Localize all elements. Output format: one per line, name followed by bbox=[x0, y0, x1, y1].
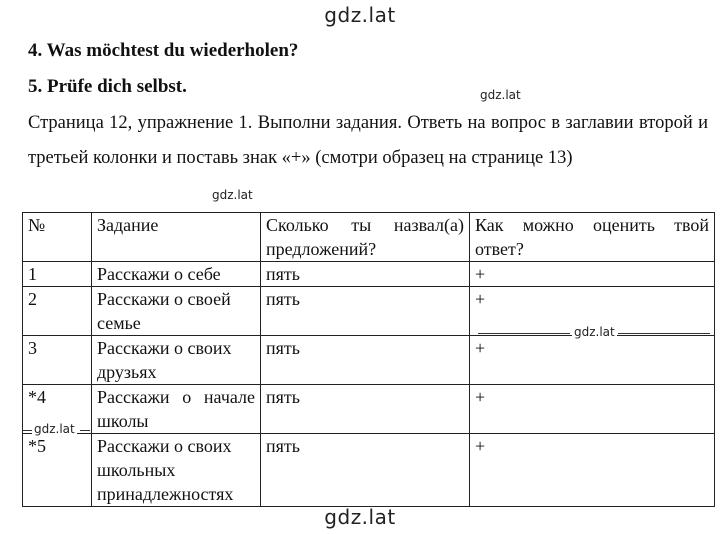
header-num: № bbox=[23, 213, 92, 262]
row-task: Расскажи о своих друзьях bbox=[92, 336, 261, 385]
row-num: *5 bbox=[23, 434, 92, 507]
row-count: пять bbox=[261, 287, 470, 336]
watermark-small-2: gdz.lat bbox=[212, 188, 253, 202]
table-row bbox=[23, 262, 715, 287]
row-mark: + bbox=[470, 434, 715, 507]
row-num: 1 bbox=[23, 262, 92, 287]
row-mark: + bbox=[470, 385, 715, 434]
watermark-rule-left bbox=[478, 333, 570, 334]
header-mark: Как можно оценить твой ответ? bbox=[470, 213, 715, 262]
watermark-rule-right bbox=[618, 333, 710, 334]
row-task: Расскажи о начале школы bbox=[92, 385, 261, 434]
watermark-small-4: gdz.lat bbox=[34, 422, 75, 436]
row-count: пять bbox=[261, 385, 470, 434]
watermark-small-1: gdz.lat bbox=[480, 88, 521, 102]
watermark-rule-short bbox=[22, 430, 32, 431]
row-task: Расскажи о себе bbox=[92, 262, 261, 287]
row-num: *4 bbox=[23, 385, 92, 434]
watermark-top: gdz.lat bbox=[324, 3, 396, 27]
row-num: 2 bbox=[23, 287, 92, 336]
watermark-bottom: gdz.lat bbox=[324, 505, 396, 529]
heading-5: 5. Prüfe dich selbst. bbox=[28, 76, 187, 97]
row-count: пять bbox=[261, 434, 470, 507]
row-count: пять bbox=[261, 262, 470, 287]
row-task: Расскажи о своей семье bbox=[92, 287, 261, 336]
row-num: 3 bbox=[23, 336, 92, 385]
table-row bbox=[23, 336, 715, 385]
instruction-paragraph: Страница 12, упражнение 1. Выполни задания. Ответь на вопрос в заглавии второй и третьей колонки и поставь знак «+» (смотри образец на странице 13) bbox=[28, 113, 708, 168]
row-count: пять bbox=[261, 336, 470, 385]
row-task: Расскажи о своих школьных принадлежностях bbox=[92, 434, 261, 507]
header-task: Задание bbox=[92, 213, 261, 262]
row-mark: + bbox=[470, 262, 715, 287]
table-row bbox=[23, 385, 715, 434]
watermark-small-3: gdz.lat bbox=[574, 325, 615, 339]
heading-4: 4. Was möchtest du wiederholen? bbox=[28, 40, 299, 61]
table-header-row bbox=[23, 213, 715, 262]
task-table bbox=[22, 212, 715, 507]
header-count: Сколько ты назвал(а) предложений? bbox=[261, 213, 470, 262]
watermark-rule-short-2 bbox=[80, 430, 90, 431]
row-mark: + bbox=[470, 287, 715, 336]
row-mark: + bbox=[470, 336, 715, 385]
table-row bbox=[23, 434, 715, 507]
